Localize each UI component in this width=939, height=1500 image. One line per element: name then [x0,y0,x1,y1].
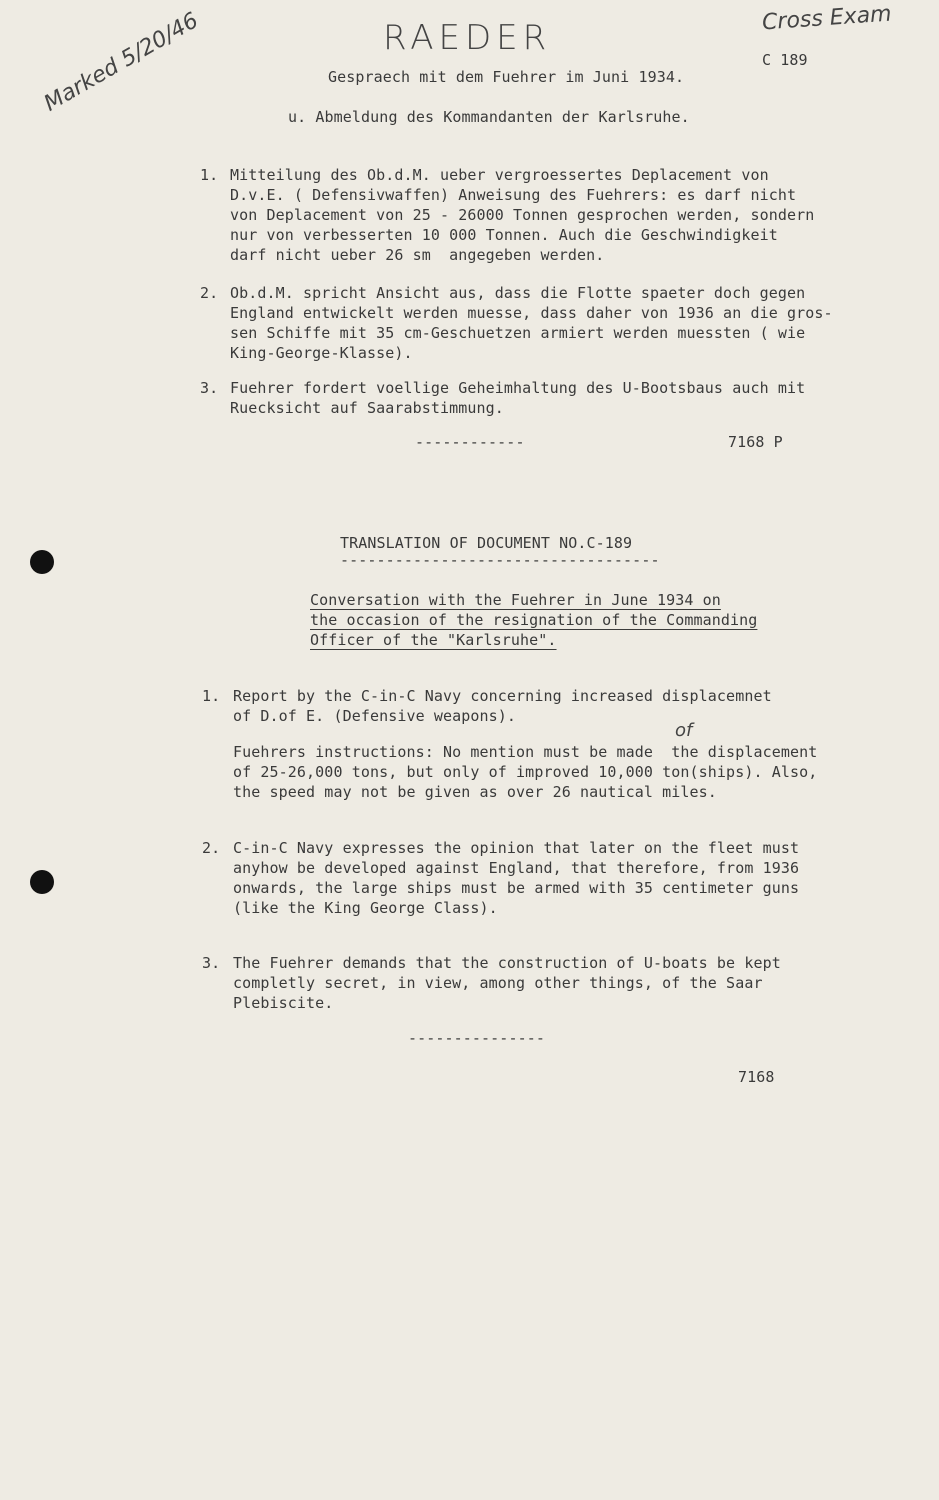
translation-item-1-line-4: Fuehrers instructions: No mention must be made the displacement [233,743,818,761]
german-item-2-line-4: King-George-Klasse). [230,344,413,362]
translation-subject-line-2: the occasion of the resignation of the Commanding [310,611,758,629]
translation-title-rule: ----------------------------------- [340,551,660,569]
german-item-1-line-2: D.v.E. ( Defensivwaffen) Anweisung des Fuehrers: es darf nicht [230,186,797,204]
handwritten-corner-note: Cross Exam [761,1,893,36]
german-item-1-num: 1. [200,166,219,184]
german-item-3-line-1: Fuehrer fordert voellige Geheimhaltung des U-Bootsbaus auch mit [230,379,806,397]
translation-item-3-line-3: Plebiscite. [233,994,334,1012]
german-item-1-line-4: nur von verbesserten 10 000 Tonnen. Auch die Geschwindigkeit [230,226,778,244]
translation-item-2-line-3: onwards, the large ships must be armed with 35 centimeter guns [233,879,800,897]
translation-item-3-line-1: The Fuehrer demands that the construction of U-boats be kept [233,954,781,972]
document-reference: C 189 [762,51,808,69]
translation-item-1-num: 1. [202,687,221,705]
translation-title: TRANSLATION OF DOCUMENT NO.C-189 [340,534,633,552]
translation-item-1-line-6: the speed may not be given as over 26 nautical miles. [233,783,717,801]
handwritten-of-insert: of [675,720,693,741]
german-item-2-line-3: sen Schiffe mit 35 cm-Geschuetzen armiert werden muessten ( wie [230,324,806,342]
translation-item-2-line-1: C-in-C Navy expresses the opinion that later on the fleet must [233,839,800,857]
translation-item-1-line-2: of D.of E. (Defensive weapons). [233,707,517,725]
translation-item-3-num: 3. [202,954,221,972]
german-item-3-num: 3. [200,379,219,397]
german-item-1-line-5: darf nicht ueber 26 sm angegeben werden. [230,246,605,264]
german-subheading: u. Abmeldung des Kommandanten der Karlsruhe. [288,108,690,126]
punch-hole-top [30,550,54,574]
translation-item-2-line-4: (like the King George Class). [233,899,498,917]
translation-item-3-line-2: completly secret, in view, among other things, of the Saar [233,974,763,992]
german-item-3-line-2: Ruecksicht auf Saarabstimmung. [230,399,504,417]
translation-subject-line-3: Officer of the "Karlsruhe". [310,631,557,649]
translation-page-number: 7168 [738,1068,775,1086]
german-heading: Gespraech mit dem Fuehrer im Juni 1934. [328,68,685,86]
translation-item-2-num: 2. [202,839,221,857]
translation-item-2-line-2: anyhow be developed against England, that therefore, from 1936 [233,859,800,877]
german-item-2-line-1: Ob.d.M. spricht Ansicht aus, dass die Flotte spaeter doch gegen [230,284,806,302]
translation-item-1-line-1: Report by the C-in-C Navy concerning increased displacemnet [233,687,772,705]
translation-subject-line-1: Conversation with the Fuehrer in June 1934 on [310,591,721,609]
handwritten-margin-note: Marked 5/20/46 [40,8,203,117]
german-item-1-line-1: Mitteilung des Ob.d.M. ueber vergroessertes Deplacement von [230,166,769,184]
handwritten-title: RAEDER [383,18,552,58]
translation-separator: --------------- [408,1029,545,1047]
translation-item-1-line-5: of 25-26,000 tons, but only of improved 10,000 ton(ships). Also, [233,763,818,781]
punch-hole-bottom [30,870,54,894]
german-item-1-line-3: von Deplacement von 25 - 26000 Tonnen gesprochen werden, sondern [230,206,815,224]
german-item-2-line-2: England entwickelt werden muesse, dass daher von 1936 an die gros- [230,304,833,322]
german-separator: ------------ [415,433,525,451]
german-page-number: 7168 P [728,433,783,451]
german-item-2-num: 2. [200,284,219,302]
